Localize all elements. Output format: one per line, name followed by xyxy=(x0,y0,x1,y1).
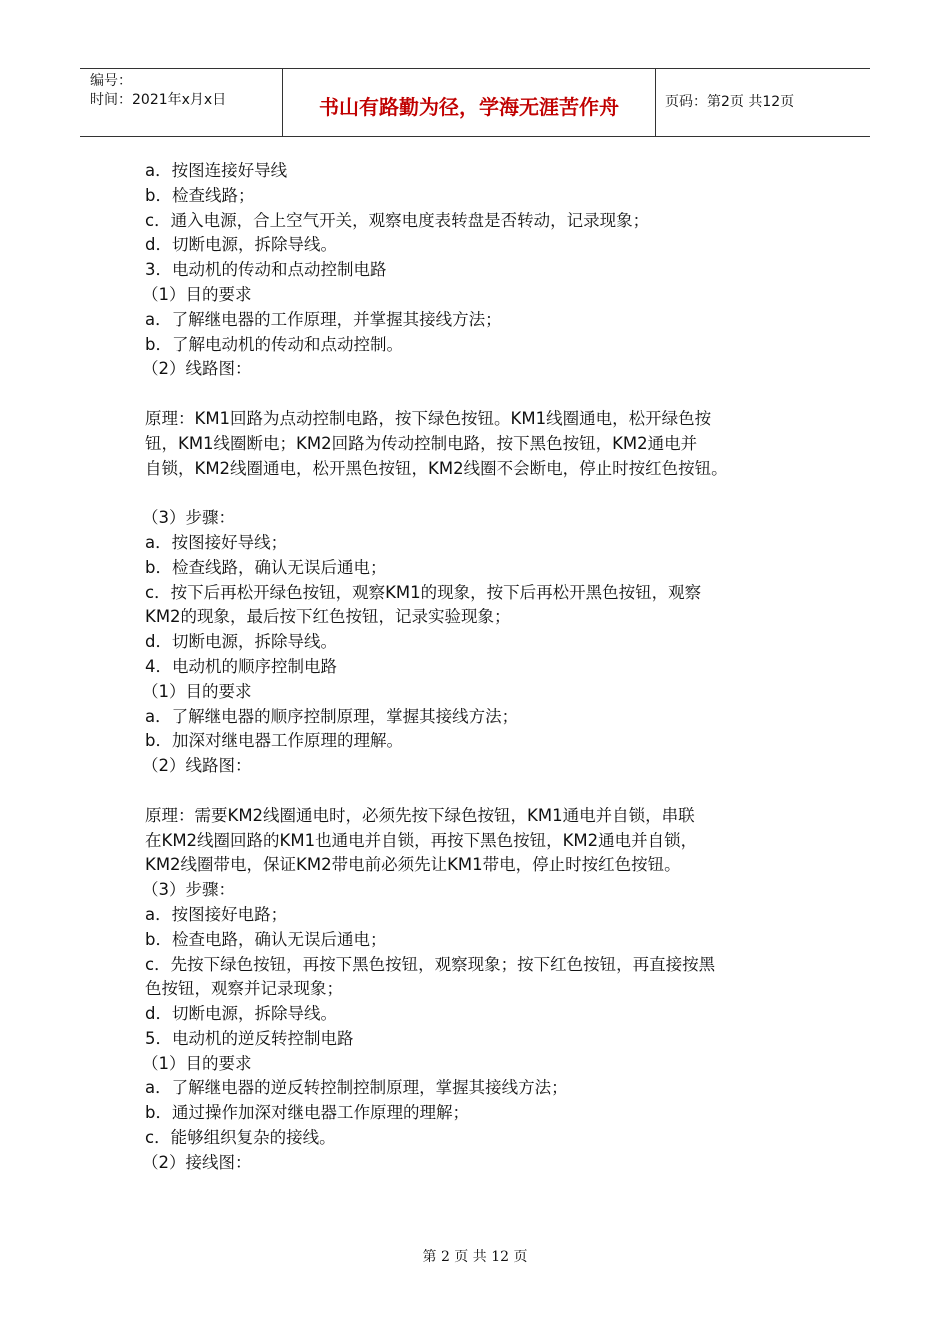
text-line: （1）目的要求 xyxy=(142,681,252,701)
text-line: b．检查电路，确认无误后通电； xyxy=(145,929,387,949)
text-line: KM2的现象，最后按下红色按钮，记录实验现象； xyxy=(145,607,511,627)
text-line: a．了解继电器的顺序控制原理，掌握其接线方法； xyxy=(145,706,519,726)
header-page-cell xyxy=(655,69,870,136)
document-number-label: 编号： xyxy=(90,73,132,89)
header-motto: 书山有路勤为径，学海无涯苦作舟 xyxy=(319,95,619,119)
blank-line xyxy=(145,382,835,407)
text-line: （2）线路图： xyxy=(142,756,252,776)
text-line: c．通入电源，合上空气开关，观察电度表转盘是否转动，记录现象； xyxy=(145,210,650,230)
text-line: c．能够组织复杂的接线。 xyxy=(145,1128,336,1148)
text-line: 原理：需要KM2线圈通电时，必须先按下绿色按钮，KM1通电并自锁，串联 xyxy=(145,805,695,825)
text-line: b．通过操作加深对继电器工作原理的理解； xyxy=(145,1103,469,1123)
text-line: a．了解继电器的逆反转控制控制原理，掌握其接线方法； xyxy=(145,1078,568,1098)
page-footer: 第 2 页 共 12 页 xyxy=(422,1249,528,1265)
document-time-label: 时间：2021年x月x日 xyxy=(90,92,227,108)
text-line: 原理：KM1回路为点动控制电路，按下绿色按钮。KM1线圈通电，松开绿色按 xyxy=(145,408,712,428)
text-line: 4．电动机的顺序控制电路 xyxy=(145,656,337,676)
header-meta-cell xyxy=(80,69,280,136)
text-line: 色按钮，观察并记录现象； xyxy=(145,979,343,999)
text-line: b．检查线路； xyxy=(145,185,255,205)
text-line: d．切断电源，拆除导线。 xyxy=(145,632,337,652)
text-line: b．加深对继电器工作原理的理解。 xyxy=(145,731,403,751)
text-line: c．先按下绿色按钮，再按下黑色按钮，观察现象；按下红色按钮，再直接按黑 xyxy=(145,954,716,974)
text-line: （2）线路图： xyxy=(142,359,252,379)
text-line: c．按下后再松开绿色按钮，观察KM1的现象，按下后再松开黑色按钮，观察 xyxy=(145,582,702,602)
text-line: b．检查线路，确认无误后通电； xyxy=(145,557,387,577)
text-line: （2）接线图： xyxy=(142,1152,252,1172)
text-line: d．切断电源，拆除导线。 xyxy=(145,235,337,255)
blank-line xyxy=(145,481,835,506)
text-line: d．切断电源，拆除导线。 xyxy=(145,1004,337,1024)
header-page-info: 页码：第2页 共12页 xyxy=(665,94,795,110)
text-line: （3）步骤： xyxy=(142,508,235,528)
blank-line xyxy=(145,779,835,804)
text-line: a．按图接好电路； xyxy=(145,904,288,924)
text-line: （1）目的要求 xyxy=(142,1053,252,1073)
text-line: 在KM2线圈回路的KM1也通电并自锁，再按下黑色按钮，KM2通电并自锁， xyxy=(145,830,698,850)
text-line: a．按图连接好导线 xyxy=(145,161,288,180)
text-line: b．了解电动机的传动和点动控制。 xyxy=(145,334,403,354)
text-line: 自锁，KM2线圈通电，松开黑色按钮，KM2线圈不会断电，停止时按红色按钮。 xyxy=(145,458,728,478)
text-line: 5．电动机的逆反转控制电路 xyxy=(145,1028,354,1048)
text-line: （3）步骤： xyxy=(142,880,235,900)
text-line: KM2线圈带电，保证KM2带电前必须先让KM1带电，停止时按红色按钮。 xyxy=(145,855,681,875)
text-line: 3．电动机的传动和点动控制电路 xyxy=(145,260,387,280)
document-body xyxy=(142,159,835,1176)
text-line: a．了解继电器的工作原理，并掌握其接线方法； xyxy=(145,309,502,329)
text-line: （1）目的要求 xyxy=(142,284,252,304)
text-line: a．按图接好导线； xyxy=(145,532,288,552)
page-header xyxy=(80,68,870,137)
text-line: 钮，KM1线圈断电；KM2回路为传动控制电路，按下黑色按钮，KM2通电并 xyxy=(145,433,698,453)
header-motto-cell xyxy=(282,69,656,136)
